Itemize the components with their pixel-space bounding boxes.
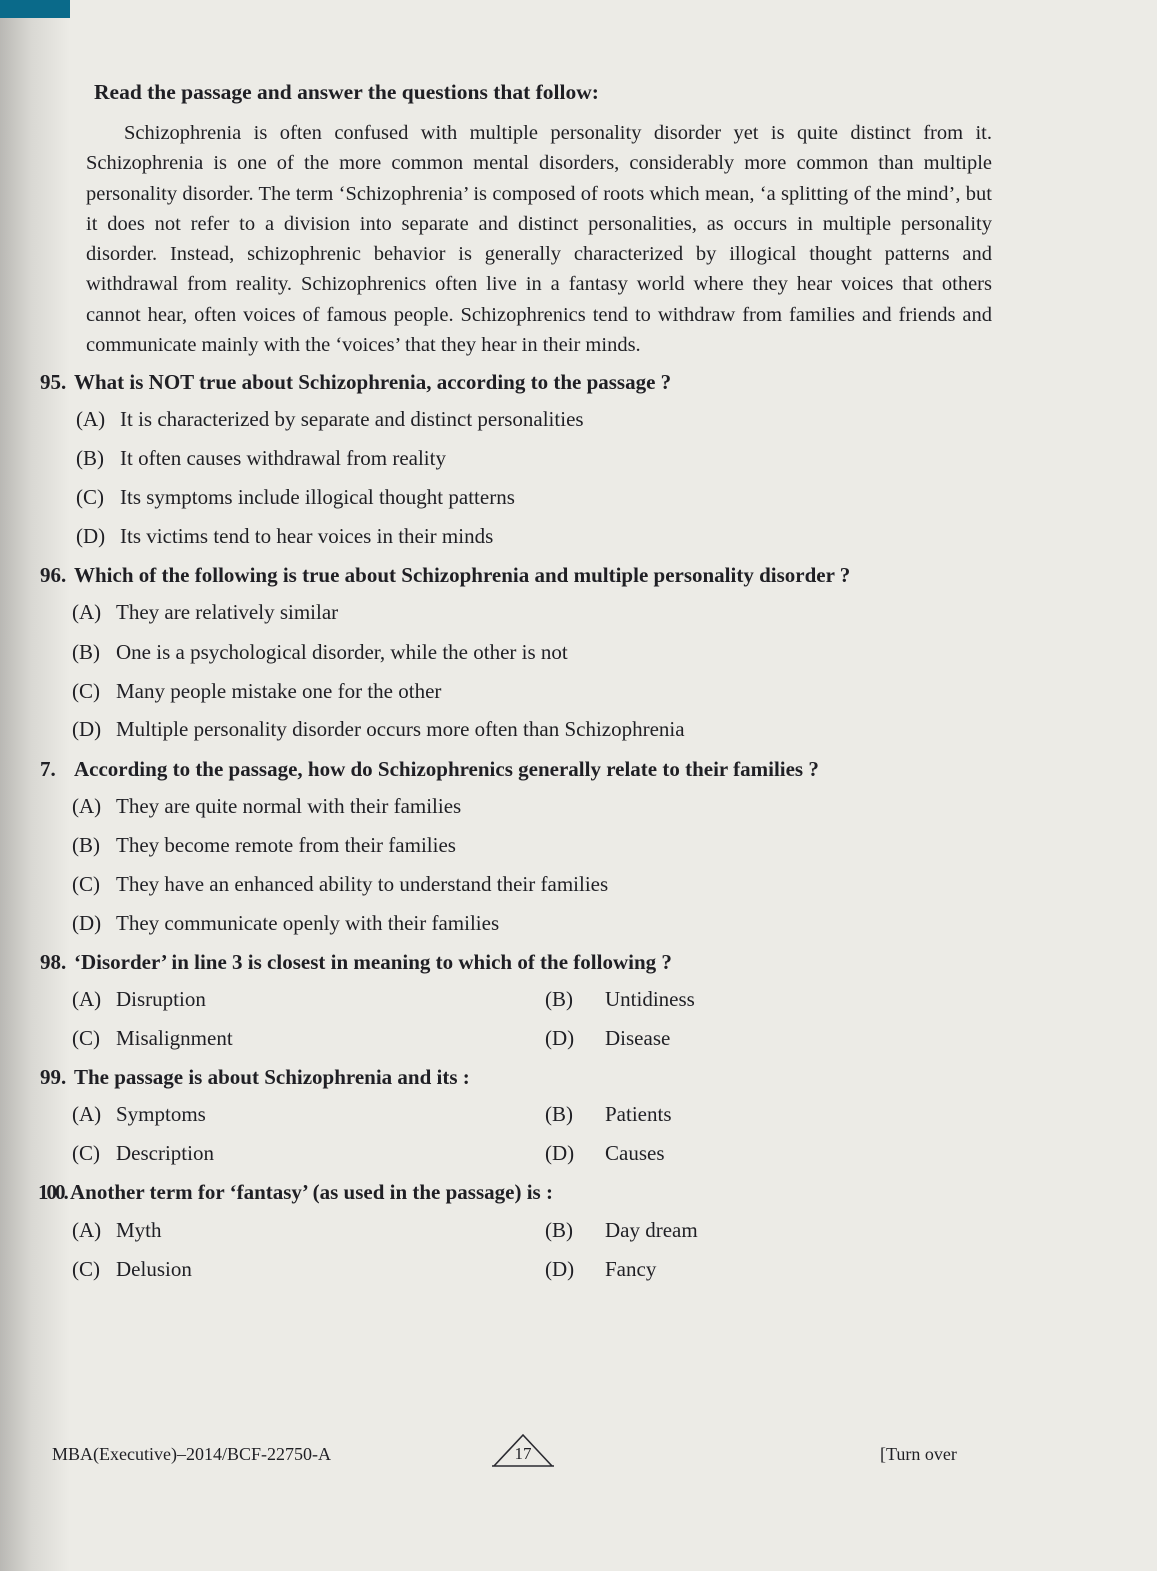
option-100-d[interactable]	[545, 1257, 656, 1282]
option-letter: (D)	[545, 1141, 575, 1165]
option-99-d[interactable]	[545, 1141, 665, 1166]
option-letter: (C)	[72, 679, 100, 703]
option-letter: (A)	[72, 794, 102, 818]
option-letter: (D)	[72, 911, 102, 935]
option-100-a[interactable]	[72, 1218, 162, 1243]
option-98-b[interactable]	[545, 987, 695, 1012]
option-text: They communicate openly with their families	[116, 911, 500, 935]
option-text: Untidiness	[605, 987, 695, 1011]
option-letter: (D)	[72, 717, 102, 741]
option-letter: (A)	[72, 1102, 102, 1126]
option-96-a[interactable]	[72, 600, 338, 625]
option-letter: (B)	[545, 987, 573, 1011]
question-number: 7.	[40, 757, 56, 781]
option-letter: (C)	[76, 485, 104, 509]
option-text: They are relatively similar	[116, 600, 339, 624]
option-letter: (D)	[76, 524, 106, 548]
option-98-c[interactable]	[72, 1026, 233, 1051]
option-text: Its symptoms include illogical thought patterns	[120, 485, 515, 509]
option-text: Causes	[605, 1141, 665, 1165]
option-98-a[interactable]	[72, 987, 206, 1012]
option-text: Patients	[605, 1102, 672, 1126]
option-letter: (B)	[545, 1102, 573, 1126]
question-text: Another term for ‘fantasy’ (as used in the passage) is :	[70, 1180, 553, 1204]
question-text: According to the passage, how do Schizophrenics generally relate to their families ?	[74, 757, 819, 781]
option-text: It is characterized by separate and distinct personalities	[120, 407, 584, 431]
option-97-a[interactable]	[72, 794, 461, 819]
option-letter: (B)	[545, 1218, 573, 1242]
option-97-b[interactable]	[72, 833, 456, 858]
option-97-d[interactable]	[72, 911, 499, 936]
option-text: Misalignment	[116, 1026, 233, 1050]
option-letter: (B)	[76, 446, 104, 470]
option-letter: (B)	[72, 640, 100, 664]
option-96-c[interactable]	[72, 679, 441, 704]
option-letter: (C)	[72, 1141, 100, 1165]
option-97-c[interactable]	[72, 872, 608, 897]
option-text: Delusion	[116, 1257, 192, 1281]
option-text: Its victims tend to hear voices in their minds	[120, 524, 494, 548]
question-number: 100.	[38, 1180, 67, 1204]
question-97	[40, 757, 819, 782]
option-letter: (C)	[72, 1257, 100, 1281]
page-number: 17	[514, 1444, 532, 1463]
option-text: Many people mistake one for the other	[116, 679, 442, 703]
page-number-badge	[492, 1432, 554, 1468]
option-text: Description	[116, 1141, 214, 1165]
option-text: It often causes withdrawal from reality	[120, 446, 446, 470]
question-text: Which of the following is true about Schizophrenia and multiple personality disorder ?	[74, 563, 851, 587]
option-95-b[interactable]	[76, 446, 446, 471]
question-99	[40, 1065, 470, 1090]
question-text: What is NOT true about Schizophrenia, according to the passage ?	[74, 370, 672, 394]
option-letter: (A)	[76, 407, 106, 431]
booklet-code: MBA(Executive)–2014/BCF-22750-A	[52, 1444, 331, 1464]
option-letter: (D)	[545, 1257, 575, 1281]
option-95-d[interactable]	[76, 524, 493, 549]
question-text: ‘Disorder’ in line 3 is closest in meaning to which of the following ?	[74, 950, 672, 974]
question-number: 95.	[40, 370, 67, 394]
question-number: 99.	[40, 1065, 67, 1089]
option-letter: (B)	[72, 833, 100, 857]
option-text: They are quite normal with their families	[116, 794, 462, 818]
question-98	[40, 950, 672, 975]
question-text: The passage is about Schizophrenia and its :	[74, 1065, 470, 1089]
option-text: Fancy	[605, 1257, 657, 1281]
option-96-b[interactable]	[72, 640, 568, 665]
option-99-b[interactable]	[545, 1102, 672, 1127]
question-100	[38, 1180, 553, 1205]
option-letter: (A)	[72, 1218, 102, 1242]
option-letter: (A)	[72, 987, 102, 1011]
option-letter: (C)	[72, 1026, 100, 1050]
option-98-d[interactable]	[545, 1026, 670, 1051]
option-text: One is a psychological disorder, while the other is not	[116, 640, 568, 664]
option-letter: (D)	[545, 1026, 575, 1050]
question-number: 96.	[40, 563, 67, 587]
option-text: Disease	[605, 1026, 671, 1050]
option-text: They become remote from their families	[116, 833, 456, 857]
option-99-a[interactable]	[72, 1102, 206, 1127]
option-96-d[interactable]	[72, 717, 685, 742]
option-95-a[interactable]	[76, 407, 584, 432]
reading-passage: Schizophrenia is often confused with multiple personality disorder yet is quite distinct from it. Schizophrenia is one of the more common mental disorders, considerably more common than multiple personality disorder. The term ‘Schizophrenia’ is composed of roots which mean, ‘a splitting of the mind’, but it does not refer to a division into separate and distinct personalities, as occurs in multiple personality disorder. Instead, schizophrenic behavior is generally characterized by illogical thought patterns and withdrawal from reality. Schizophrenics often live in a fantasy world where they hear voices that others cannot hear, often voices of famous people. Schizophrenics tend to withdraw from families and friends and communicate mainly with the ‘voices’ that they hear in their minds.	[86, 122, 992, 357]
option-99-c[interactable]	[72, 1141, 214, 1166]
question-number: 98.	[40, 950, 67, 974]
option-text: They have an enhanced ability to understand their families	[116, 872, 609, 896]
question-96	[40, 563, 850, 588]
option-100-c[interactable]	[72, 1257, 192, 1282]
option-text: Disruption	[116, 987, 206, 1011]
option-text: Multiple personality disorder occurs more often than Schizophrenia	[116, 717, 685, 741]
option-100-b[interactable]	[545, 1218, 698, 1243]
turn-over-note: [Turn over	[880, 1444, 957, 1464]
instruction-heading: Read the passage and answer the questions that follow:	[94, 80, 599, 104]
option-text: Myth	[116, 1218, 162, 1242]
option-95-c[interactable]	[76, 485, 515, 510]
option-text: Day dream	[605, 1218, 698, 1242]
question-95	[40, 370, 671, 395]
option-letter: (C)	[72, 872, 100, 896]
option-letter: (A)	[72, 600, 102, 624]
option-text: Symptoms	[116, 1102, 206, 1126]
